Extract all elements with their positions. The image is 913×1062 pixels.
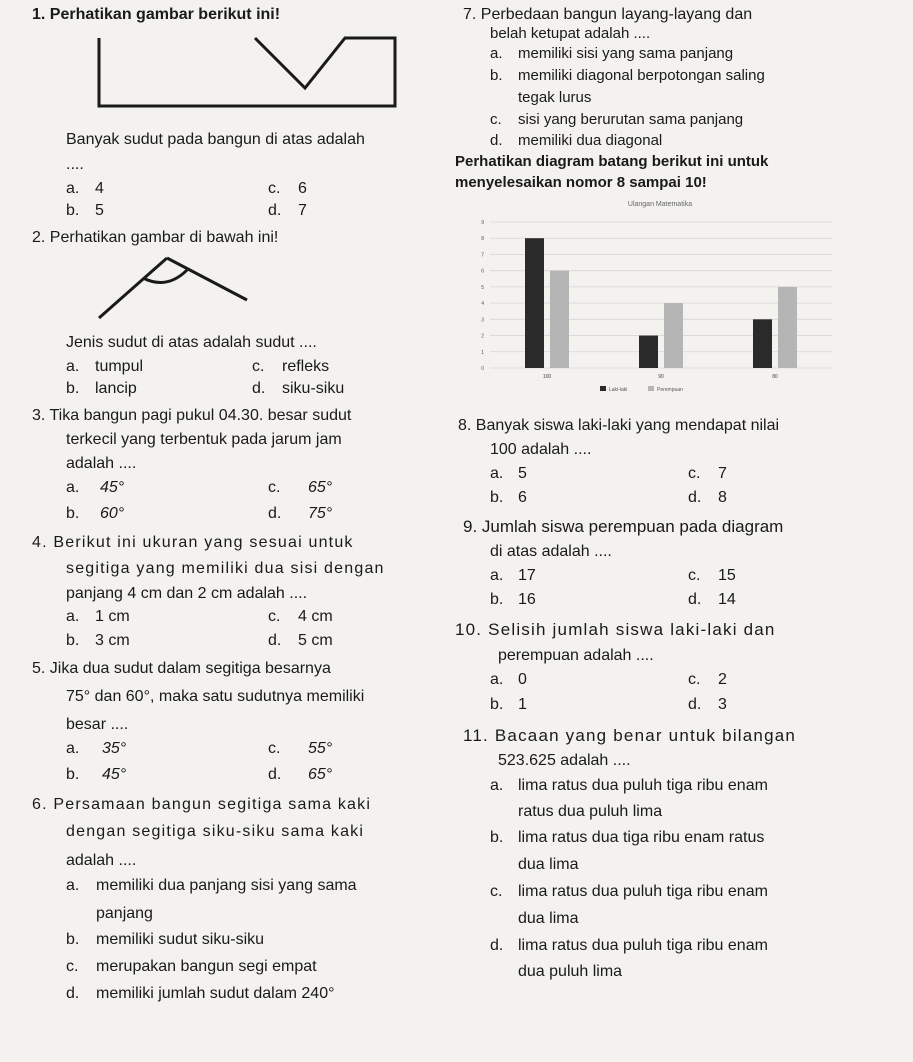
q4-option-d[interactable]: 5 cm [298,632,333,649]
q1-option-a-key: a. [66,180,80,197]
q10-option-b[interactable]: 1 [518,696,527,713]
q5-line3: besar .... [66,716,129,733]
q8-option-b[interactable]: 6 [518,489,527,506]
q8-option-d[interactable]: 8 [718,489,727,506]
q7-option-a[interactable]: memiliki sisi yang sama panjang [518,45,734,62]
q8-line2: 100 adalah .... [490,441,592,458]
q1-option-b-key: b. [66,202,80,219]
q1-option-d-key: d. [268,202,282,219]
q7-option-d-key: d. [490,132,503,149]
q6-option-b[interactable]: memiliki sudut siku-siku [96,931,265,948]
q4-option-a[interactable]: 1 cm [95,608,130,625]
q2-angle-figure [95,250,265,330]
q3-line2: terkecil yang terbentuk pada jarum jam [66,431,342,448]
q9-option-a-key: a. [490,567,504,584]
q4-option-b[interactable]: 3 cm [95,632,130,649]
q3-line3: adalah .... [66,455,137,472]
q5-option-b-key: b. [66,766,80,783]
q2-option-c[interactable]: refleks [282,358,330,375]
q11-option-d[interactable]: lima ratus dua puluh tiga ribu enam [518,937,768,954]
q11-line1: 11. Bacaan yang benar untuk bilangan [463,726,797,745]
q7-option-a-key: a. [490,45,503,62]
q11-option-d-key: d. [490,937,504,954]
q8-line1: 8. Banyak siswa laki-laki yang mendapat nilai [458,417,780,434]
y-tick-label: 7 [481,252,484,259]
y-tick-label: 6 [481,268,484,275]
bar-perempuan-100 [550,271,569,368]
q10-option-a-key: a. [490,671,504,688]
q2-option-d[interactable]: siku-siku [282,380,345,397]
bar-laki-laki-100 [525,238,544,368]
q2-option-a-key: a. [66,358,80,375]
q4-line3: panjang 4 cm dan 2 cm adalah .... [66,585,308,602]
legend-swatch [648,386,654,391]
q7-option-b[interactable]: memiliki diagonal berpotongan saling [518,67,765,84]
q9-option-d-key: d. [688,591,702,608]
bar-perempuan-80 [778,287,797,368]
q3-option-d[interactable]: 75° [308,505,333,522]
q2-option-b-key: b. [66,380,80,397]
q1-figure [95,28,425,118]
q9-option-c-key: c. [688,567,701,584]
q1-dots: .... [66,156,84,173]
q3-option-b[interactable]: 60° [100,505,125,522]
q1-option-a[interactable]: 4 [95,180,104,197]
q5-option-c[interactable]: 55° [308,740,333,757]
y-tick-label: 8 [481,236,484,243]
q8-option-b-key: b. [490,489,504,506]
diagram-intro-line2: menyelesaikan nomor 8 sampai 10! [455,174,707,191]
q9-option-b-key: b. [490,591,504,608]
q1-option-b[interactable]: 5 [95,202,104,219]
q8-option-c[interactable]: 7 [718,465,727,482]
q4-line2: segitiga yang memiliki dua sisi dengan [66,560,385,577]
q7-option-c-key: c. [490,111,502,128]
q5-option-c-key: c. [268,740,281,757]
q3-option-c-key: c. [268,479,281,496]
q7-option-c[interactable]: sisi yang berurutan sama panjang [518,111,744,128]
bar-perempuan-90 [664,303,683,368]
q6-option-d[interactable]: memiliki jumlah sudut dalam 240° [96,985,335,1002]
q4-option-c-key: c. [268,608,281,625]
q3-line1: 3. Tika bangun pagi pukul 04.30. besar sudut [32,407,352,424]
q11-option-c[interactable]: lima ratus dua puluh tiga ribu enam [518,883,768,900]
q9-option-b[interactable]: 16 [518,591,536,608]
q7-option-d[interactable]: memiliki dua diagonal [518,132,663,149]
diagram-intro-line1: Perhatikan diagram batang berikut ini untuk [455,153,769,170]
x-tick-label: 100 [542,374,552,380]
q5-line1: 5. Jika dua sudut dalam segitiga besarnya [32,660,331,677]
q10-option-c[interactable]: 2 [718,671,727,688]
q4-option-d-key: d. [268,632,282,649]
q2-stem: 2. Perhatikan gambar di bawah ini! [32,229,279,246]
q5-option-a-key: a. [66,740,80,757]
q8-option-d-key: d. [688,489,702,506]
q7-option-b-cont[interactable]: tegak lurus [518,89,592,106]
q6-option-c-key: c. [66,958,79,975]
x-tick-label: 80 [772,374,778,380]
chart-title: Ulangan Matematika [627,201,693,208]
q11-option-d-cont[interactable]: dua puluh lima [518,963,623,980]
q10-line2: perempuan adalah .... [498,647,654,664]
q11-option-c-cont[interactable]: dua lima [518,910,579,927]
q10-option-b-key: b. [490,696,504,713]
q2-option-c-key: c. [252,358,265,375]
q2-prompt: Jenis sudut di atas adalah sudut .... [66,334,317,351]
q1-option-d[interactable]: 7 [298,202,307,219]
y-tick-label: 4 [481,301,484,308]
q6-option-c[interactable]: merupakan bangun segi empat [96,958,317,975]
q10-line1: 10. Selisih jumlah siswa laki-laki dan [455,620,776,639]
q5-option-a[interactable]: 35° [102,740,127,757]
q11-option-c-key: c. [490,883,503,900]
q6-option-b-key: b. [66,931,80,948]
q10-option-d-key: d. [688,696,702,713]
q10-option-c-key: c. [688,671,701,688]
q3-option-d-key: d. [268,505,282,522]
q8-option-a-key: a. [490,465,504,482]
q5-line2: 75° dan 60°, maka satu sudutnya memiliki [66,688,365,705]
legend-label: Perempuan [657,387,683,393]
q3-option-b-key: b. [66,505,80,522]
q6-line1: 6. Persamaan bangun segitiga sama kaki [32,796,372,813]
q9-line2: di atas adalah .... [490,543,612,560]
q5-option-d[interactable]: 65° [308,766,333,783]
q11-line2: 523.625 adalah .... [498,752,631,769]
q11-option-a-cont[interactable]: ratus dua puluh lima [518,803,663,820]
q9-option-c[interactable]: 15 [718,567,736,584]
q3-option-a[interactable]: 45° [100,479,125,496]
q1-stem: 1. Perhatikan gambar berikut ini! [32,6,281,23]
q2-option-d-key: d. [252,380,266,397]
q1-prompt: Banyak sudut pada bangun di atas adalah [66,131,365,148]
bar-chart [450,196,840,406]
q4-option-b-key: b. [66,632,80,649]
q8-option-c-key: c. [688,465,701,482]
y-tick-label: 9 [481,220,484,226]
q2-option-b[interactable]: lancip [95,380,137,397]
y-tick-label: 1 [481,349,484,356]
bar-laki-laki-90 [639,336,658,368]
q7-option-b-key: b. [490,67,503,84]
bar-laki-laki-80 [753,319,772,368]
q8-option-a[interactable]: 5 [518,465,527,482]
q6-line3: adalah .... [66,852,137,869]
q9-option-a[interactable]: 17 [518,567,536,584]
legend-label: Laki-laki [609,387,628,393]
y-tick-label: 0 [481,366,484,372]
legend-swatch [600,386,606,391]
q4-option-c[interactable]: 4 cm [298,608,333,625]
q3-option-a-key: a. [66,479,80,496]
q6-option-a-key: a. [66,877,80,894]
y-tick-label: 2 [481,333,484,340]
q5-option-b[interactable]: 45° [102,766,127,783]
q1-option-c[interactable]: 6 [298,180,307,197]
q3-option-c[interactable]: 65° [308,479,333,496]
y-tick-label: 3 [481,317,484,324]
q5-option-d-key: d. [268,766,282,783]
q1-option-c-key: c. [268,180,281,197]
q7-line1: 7. Perbedaan bangun layang-layang dan [463,6,753,23]
q2-option-a[interactable]: tumpul [95,358,144,375]
q11-option-b[interactable]: lima ratus dua tiga ribu enam ratus [518,829,765,846]
q6-option-a-cont[interactable]: panjang [96,905,153,922]
q7-line2: belah ketupat adalah .... [490,25,651,42]
q10-option-d[interactable]: 3 [718,696,727,713]
q4-line1: 4. Berikut ini ukuran yang sesuai untuk [32,534,354,551]
q4-option-a-key: a. [66,608,80,625]
q9-line1: 9. Jumlah siswa perempuan pada diagram [463,517,784,536]
q6-option-a[interactable]: memiliki dua panjang sisi yang sama [96,877,357,894]
y-tick-label: 5 [481,284,484,291]
q11-option-a-key: a. [490,777,504,794]
q6-line2: dengan segitiga siku-siku sama kaki [66,823,365,840]
q6-option-d-key: d. [66,985,80,1002]
q11-option-b-key: b. [490,829,504,846]
x-tick-label: 90 [658,374,664,380]
q11-option-a[interactable]: lima ratus dua puluh tiga ribu enam [518,777,768,794]
q10-option-a[interactable]: 0 [518,671,527,688]
q9-option-d[interactable]: 14 [718,591,736,608]
q11-option-b-cont[interactable]: dua lima [518,856,579,873]
